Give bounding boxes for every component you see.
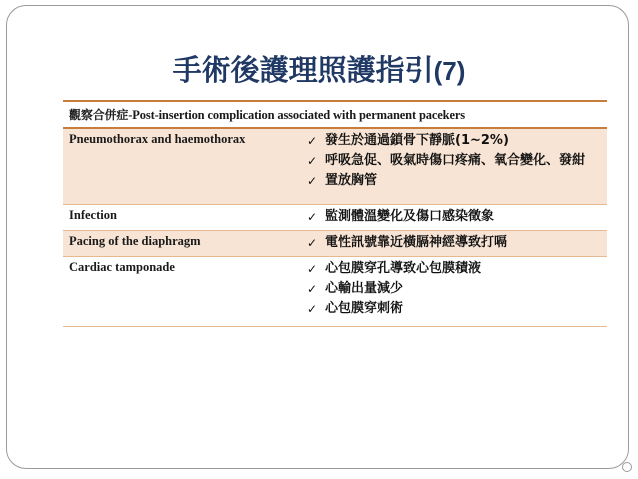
check-icon: ✓: [307, 281, 318, 296]
item-text: 監測體溫變化及傷口感染徵象: [325, 208, 495, 224]
header-en: -Post-insertion complication associated with permanent pacekers: [128, 108, 465, 122]
list-item: [307, 207, 601, 227]
item-text: 心包膜穿孔導致心包膜積液: [325, 260, 482, 276]
complication-cell: Cardiac tamponade: [63, 256, 301, 326]
list-item: [307, 279, 601, 299]
check-icon: ✓: [307, 209, 318, 224]
check-icon: ✓: [307, 261, 318, 276]
item-text: 心包膜穿刺術: [325, 300, 404, 316]
table-header-cell: [63, 101, 607, 128]
management-list: [307, 131, 601, 191]
check-icon: ✓: [307, 235, 318, 250]
management-list: [307, 233, 601, 253]
table-row: [63, 128, 607, 204]
check-icon: ✓: [307, 154, 318, 168]
management-list: [307, 207, 601, 227]
list-item: [307, 233, 601, 253]
slide-title: [0, 50, 638, 91]
check-icon: ✓: [307, 301, 318, 316]
management-cell: [301, 256, 607, 326]
complication-cell: Pneumothorax and haemothorax: [63, 128, 301, 204]
complication-cell: Pacing of the diaphragm: [63, 230, 301, 256]
check-icon: ✓: [307, 134, 318, 148]
item-text: 電性訊號靠近橫膈神經導致打嗝: [325, 234, 508, 250]
header-zh: 觀察合併症: [69, 108, 129, 122]
complication-cell: Infection: [63, 204, 301, 230]
management-cell: [301, 230, 607, 256]
list-item: [307, 259, 601, 279]
slide-corner-dot: [622, 462, 632, 472]
item-text: 心輸出量減少: [325, 280, 404, 296]
list-item: [307, 299, 601, 319]
table-row: [63, 204, 607, 230]
list-item: [307, 151, 601, 171]
slide-title-suffix: (7): [433, 56, 466, 86]
slide-title-main: 手術後護理照護指引: [172, 53, 434, 87]
complication-table: [63, 100, 607, 327]
list-item: [307, 171, 601, 191]
table-row: [63, 256, 607, 326]
item-text: 發生於通過鎖骨下靜脈(1~2%): [325, 133, 509, 148]
management-cell: [301, 204, 607, 230]
item-text: 置放胸管: [325, 173, 378, 188]
table-row: [63, 230, 607, 256]
management-cell: [301, 128, 607, 204]
item-text: 呼吸急促、吸氣時傷口疼痛、氧合變化、發紺: [325, 153, 586, 168]
check-icon: ✓: [307, 174, 318, 188]
table-header-row: [63, 101, 607, 128]
list-item: [307, 131, 601, 151]
management-list: [307, 259, 601, 319]
